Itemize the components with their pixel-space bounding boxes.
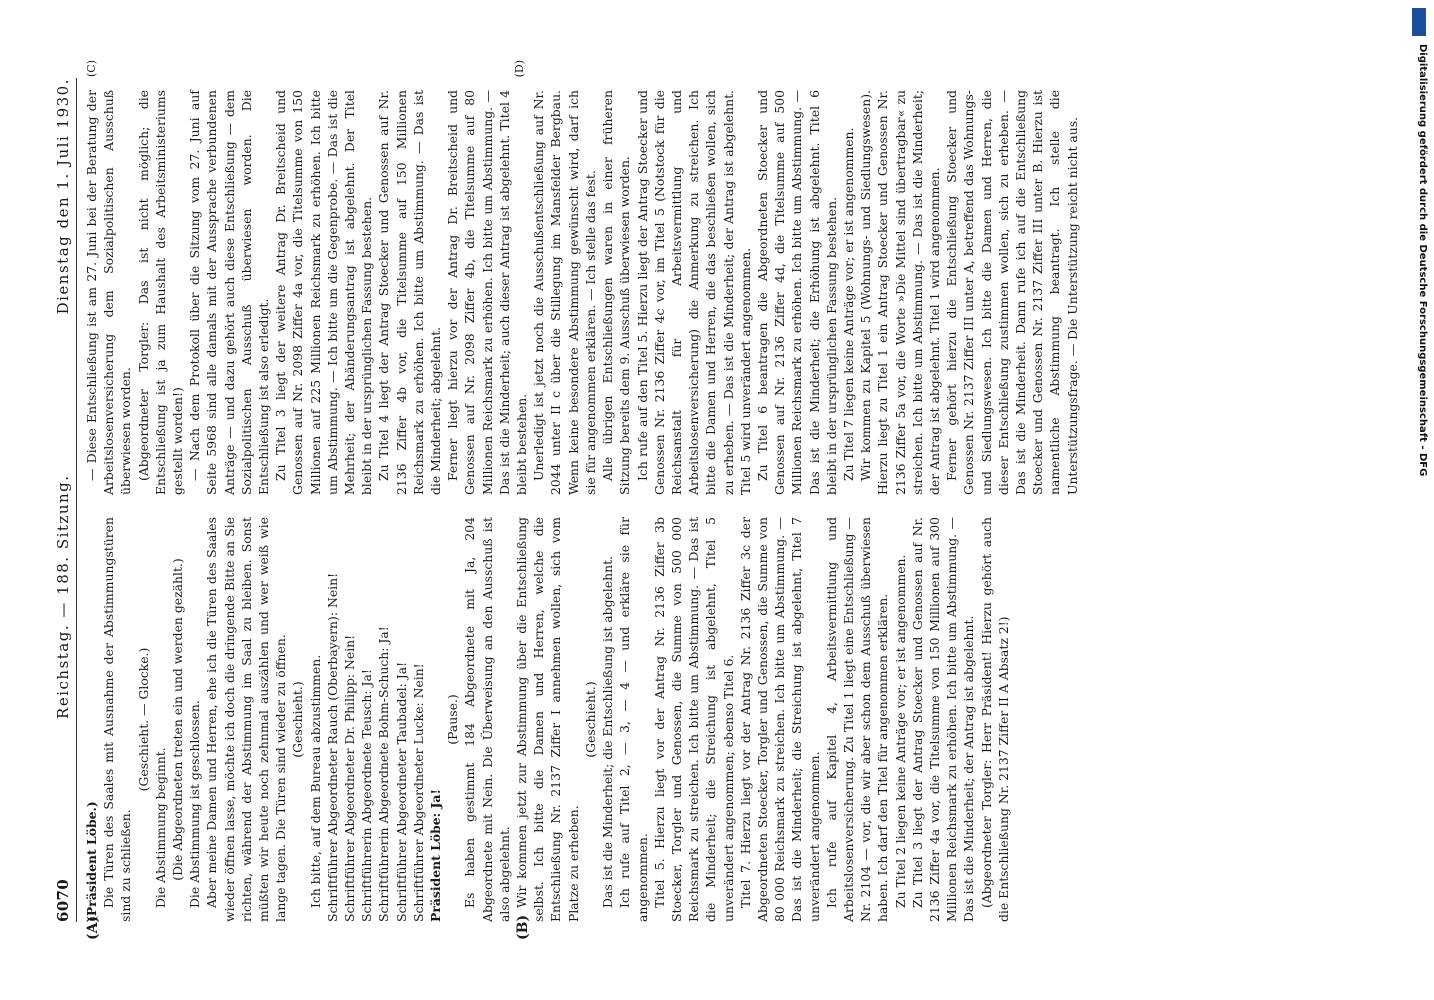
paragraph: (Abgeordneter Torgler: Herr Präsident! Hierzu gehört auch die Entschließung Nr. 2137 Ziffer II A Absatz 2!) xyxy=(978,517,1011,922)
paragraph: (Präsident Löbe.) xyxy=(84,801,99,922)
paragraph: Zu Titel 2 liegen keine Anträge vor; er ist angenommen. xyxy=(892,554,908,908)
page-header xyxy=(54,78,77,922)
margin-mark-d: (D) xyxy=(513,60,526,78)
paragraph: (Geschieht.) xyxy=(290,681,306,758)
digitization-credit xyxy=(1414,44,1428,604)
paragraph: Alle übrigen Entschließungen waren in einer früheren Sitzung bereits dem 9. Ausschuß überwiesen worden. xyxy=(600,90,633,495)
paragraph: Ferner gehört hierzu die Entschließung Stoecker und Genossen Nr. 2137 Ziffer III unter A, betreffend das Wohnungs- und Siedlungswesen. Ich bitte die Damen und Herren, die dieser Entschließung zustimmen wollen, sich zu erheben. — Das ist die Minderheit. Dann rufe ich auf die Entschließung Stoecker und Genossen Nr. 2137 Ziffer III unter B. Hierzu ist namentliche Abstimmung beantragt. Ich stelle die Unterstützungsfrage. — Die Unterstützung reicht nicht aus. xyxy=(944,90,1080,495)
paragraph: Ich bitte, auf dem Bureau abzustimmen. xyxy=(307,654,323,908)
header-session: Reichstag. — 188. Sitzung. xyxy=(54,474,72,719)
left-column xyxy=(83,517,1081,922)
paragraph: Die Abstimmung beginnt. xyxy=(152,747,168,908)
paragraph: (Pause.) xyxy=(445,694,461,745)
paragraph: Unerledigt ist jetzt noch die Ausschußentschließung auf Nr. 2044 unter II c über die Stillegung im Mansfelder Bergbau. Wenn keine besondere Abstimmung gewünscht wird, darf ich sie für angenommen erklären. — Ich stelle das fest. xyxy=(531,90,598,495)
paragraph: Schriftführer Abgeordneter Taubadel: Ja! xyxy=(393,661,409,922)
paragraph: (Geschieht. — Glocke.) xyxy=(135,647,151,792)
margin-mark-a: (A) xyxy=(85,915,101,940)
header-date: Dienstag den 1. Juli 1930. xyxy=(54,78,72,315)
paragraph: Zu Titel 3 liegt der Antrag Stoecker und Genossen auf Nr. 2136 Ziffer 4a vor, die Titelsumme von 150 Millionen auf 300 Millionen Reichsmark zu erhöhen. Ich bitte um Abstimmung. — Das ist die Minderheit; der Antrag ist abgelehnt. xyxy=(909,517,977,922)
paragraph: Die Abstimmung ist geschlossen. xyxy=(187,700,203,908)
paragraph: Wir kommen jetzt zur Abstimmung über die Entschließung selbst. Ich bitte die Damen und Herren, welche die Entschließung Nr. 2137 Ziffer I annehmen wollen, sich vom Platze zu erheben. xyxy=(514,517,581,922)
paragraph: Schriftführer Abgeordneter Dr. Philipp: Nein! xyxy=(342,634,358,922)
right-column xyxy=(83,90,1081,495)
paragraph: Zu Titel 6 beantragen die Abgeordneten Stoecker und Genossen auf Nr. 2136 Ziffer 4d, die Titelsumme auf 500 Millionen Reichsmark zu erhöhen. Ich bitte um Abstimmung. — Das ist die Minderheit; die Erhöhung ist abgelehnt. Titel 6 bleibt in der ursprünglichen Fassung bestehen. xyxy=(754,90,839,495)
paragraph: (Abgeordneter Torgler: Das ist nicht möglich; die Entschließung ist ja zum Haushalt des Arbeitsministeriums gestellt worden!) xyxy=(135,90,186,495)
paragraph: Zu Titel 3 liegt der weitere Antrag Dr. Breitscheid und Genossen auf Nr. 2098 Ziffer 4a vor, die Titelsumme von 150 Millionen auf 225 Millionen Reichsmark zu erhöhen. Ich bitte um Abstimmung. — Ich bitte um die Gegenprobe. — Das ist die Mehrheit; der Abänderungsantrag ist abgelehnt. Der Titel bleibt in der ursprünglichen Fassung bestehen. xyxy=(273,90,375,495)
paragraph: Schriftführerin Abgeordnete Teusch: Ja! xyxy=(359,669,375,922)
paragraph: Ich rufe auf Titel 2, — 3, — 4 — und erkläre sie für angenommen. xyxy=(617,517,650,922)
paragraph: Zu Titel 4 liegt der Antrag Stoecker und Genossen auf Nr. 2136 Ziffer 4b vor, die Titelsumme auf 150 Millionen Reichsmark zu erhöhen. Ich bitte um Abstimmung. — Das ist die Minderheit; abgelehnt. xyxy=(376,90,444,495)
paragraph: Die Türen des Saales mit Ausnahme der Abstimmungstüren sind zu schließen. xyxy=(101,517,134,922)
text-columns xyxy=(83,60,1081,940)
paragraph: Titel 5. Hierzu liegt vor der Antrag Nr. 2136 Ziffer 3b Stoecker, Torgler und Genossen, die Summe von 500 000 Reichsmark zu streichen. Ich bitte um Abstimmung. — Das ist die Minderheit; die Streichung ist abgelehnt, Titel 5 unverändert angenommen; ebenso Titel 6. xyxy=(651,517,736,922)
margin-mark-c: (C) xyxy=(85,60,98,77)
paragraph: Präsident Löbe: Ja! xyxy=(428,789,444,922)
paragraph: (Geschieht.) xyxy=(582,681,598,758)
paragraph: — Nach dem Protokoll über die Sitzung vom 27. Juni auf Seite 5968 sind alle damals mit der Aussprache verbundenen Anträge — und dazu gehört auch diese Entschließung — dem Sozialpolitischen Ausschuß überwiesen worden. Die Entschließung ist also erledigt. xyxy=(187,90,272,495)
paragraph: Ferner liegt hierzu vor der Antrag Dr. Breitscheid und Genossen auf Nr. 2098 Ziffer 4b, die Titelsumme auf 80 Millionen Reichsmark zu erhöhen. Ich bitte um Abstimmung. — Das ist die Minderheit; auch dieser Antrag ist abgelehnt. Titel 4 bleibt bestehen. xyxy=(445,90,530,495)
paragraph: Schriftführerin Abgeordnete Bohm-Schuch: Ja! xyxy=(376,626,392,922)
margin-mark-b: (B) xyxy=(515,914,531,940)
page-number: 6070 xyxy=(54,879,72,922)
paragraph: Ich rufe auf Kapitel 4, Arbeitsvermittlung und Arbeitslosenversicherung. Zu Titel 1 liegt eine Entschließung — Nr. 2104 — vor, die wir aber schon dem Ausschuß überwiesen haben. Ich darf den Titel für angenommen erklären. xyxy=(823,517,891,922)
paragraph: Das ist die Minderheit; die Entschließung ist abgelehnt. xyxy=(600,555,616,908)
paragraph: — Diese Entschließung ist am 27. Juni bei der Beratung der Arbeitslosenversicherung dem Sozialpolitischen Ausschuß überwiesen worden. xyxy=(84,90,134,495)
paragraph: Schriftführer Abgeordneter Rauch (Oberbayern): Nein! xyxy=(324,572,340,922)
paragraph: (Die Abgeordneten treten ein und werden gezählt.) xyxy=(170,558,186,881)
credit-text: Digitalisierung gefördert durch die Deutsche Forschungsgemeinschaft - DFG xyxy=(1417,44,1428,477)
dfg-logo xyxy=(1412,8,1426,36)
paragraph: Zu Titel 7 liegen keine Anträge vor; er ist angenommen. xyxy=(840,127,856,481)
paragraph: Es haben gestimmt 184 Abgeordnete mit Ja, 204 Abgeordnete mit Nein. Die Überweisung an den Ausschuß ist also abgelehnt. xyxy=(462,517,512,922)
paragraph: Ich rufe auf den Titel 5. Hierzu liegt der Antrag Stoecker und Genossen Nr. 2136 Ziffer 4c vor, im Titel 5 (Notstock für die Reichsanstalt für Arbeitsvermittlung und Arbeitslosenversicherung) die Anmerkung zu streichen. Ich bitte die Damen und Herren, die das beschließen wollen, sich zu erheben. — Das ist die Minderheit; der Antrag ist abgelehnt. Titel 5 wird unverändert angenommen. xyxy=(634,90,753,495)
paragraph: Wir kommen zu Kapitel 5 (Wohnungs- und Siedlungswesen). Hierzu liegt zu Titel 1 ein Antrag Stoecker und Genossen Nr. 2136 Ziffer 5a vor, die Worte »Die Mittel sind übertragbar« zu streichen. Ich bitte um Abstimmung. — Das ist die Minderheit; der Antrag ist abgelehnt. Titel 1 wird angenommen. xyxy=(858,90,942,495)
paragraph: Titel 7. Hierzu liegt vor der Antrag Nr. 2136 Ziffer 3c der Abgeordneten Stoecker, Torgler und Genossen, die Summe von 80 000 Reichsmark zu streichen. Ich bitte um Abstimmung. — Das ist die Minderheit; die Streichung ist abgelehnt, Titel 7 unverändert angenommen. xyxy=(737,517,822,922)
paragraph: Aber meine Damen und Herren, ehe ich die Türen des Saales wieder öffnen lasse, möchte ich doch die dringende Bitte an Sie richten, während der Abstimmung im Saal zu bleiben. Sonst müßten wir heute noch zehnmal auszählen und wer weiß wie lange tagen. Die Türen sind wieder zu öffnen. xyxy=(204,517,289,922)
document-page xyxy=(40,60,1370,940)
paragraph: Schriftführer Abgeordneter Lucke: Nein! xyxy=(410,663,426,922)
